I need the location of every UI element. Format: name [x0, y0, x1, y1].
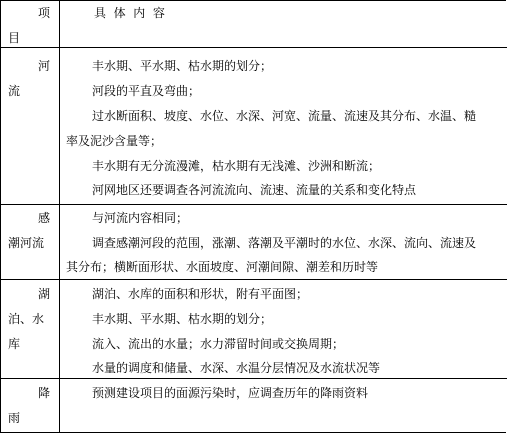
row-name-part1: 河 — [38, 59, 51, 73]
row-text-line: 预测建设项目的面源污染时，应调查历年的降雨资料 — [92, 386, 369, 400]
row-text-line: 过水断面积、坡度、水位、水深、河宽、流量、流速及其分布、水温、糙 — [92, 109, 477, 123]
row-name-part2: 泊、水 — [8, 312, 45, 326]
row-name-part3: 库 — [8, 337, 21, 351]
row-name-part2: 潮河流 — [8, 236, 45, 250]
row-text-line: 率及泥沙含量等； — [66, 134, 163, 148]
row-text-line: 流入、流出的水量；水力滞留时间或交换周期； — [92, 337, 345, 351]
row-text-line: 河段的平直及弯曲； — [92, 84, 201, 98]
row-name-part1: 感 — [38, 211, 51, 225]
row-name-part1: 降 — [38, 386, 51, 400]
row-text-line: 调查感潮河段的范围，涨潮、落潮及平潮时的水位、水深、流向、流速及 — [92, 236, 477, 250]
row-text-line: 其分布；横断面形状、水面坡度、河潮间隙、潮差和历时等 — [66, 260, 379, 274]
row-text-line: 丰水期、平水期、枯水期的划分； — [92, 312, 273, 326]
row-name-part1: 湖 — [38, 287, 51, 301]
header-content-label: 具 体 内 容 — [94, 6, 165, 20]
row-text-line: 水量的调度和储量、水深、水温分层情况及水流状况等 — [92, 361, 381, 375]
row-divider-river — [0, 204, 507, 205]
header-item-label-part1: 项 — [38, 6, 51, 20]
row-text-line: 湖泊、水库的面积和形状，附有平面图； — [92, 287, 309, 301]
row-divider-tidal — [0, 279, 507, 280]
header-item-label-part2: 目 — [8, 31, 21, 45]
row-text-line: 河网地区还要调查各河流流向、流速、流量的关系和变化特点 — [92, 183, 417, 197]
row-text-line: 丰水期、平水期、枯水期的划分； — [92, 59, 273, 73]
row-divider-header — [0, 47, 507, 48]
row-text-line: 与河流内容相同； — [92, 211, 189, 225]
row-divider-lake — [0, 378, 507, 379]
column-divider — [59, 0, 60, 433]
row-name-part2: 雨 — [8, 411, 21, 425]
row-text-line: 丰水期有无分流漫滩，枯水期有无浅滩、沙洲和断流； — [92, 159, 381, 173]
row-name-part2: 流 — [8, 84, 21, 98]
